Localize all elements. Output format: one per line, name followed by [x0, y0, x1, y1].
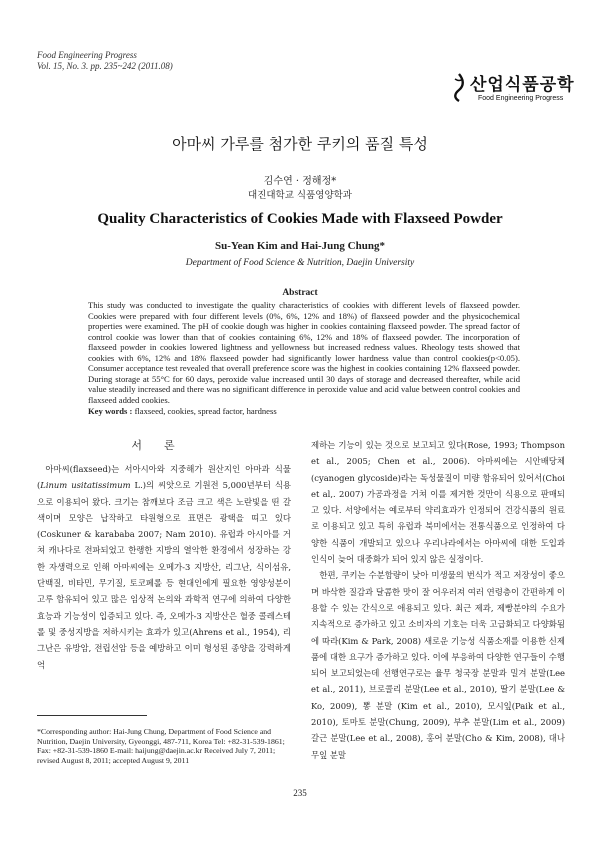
- title-english: Quality Characteristics of Cookies Made with Flaxseed Powder: [97, 211, 503, 227]
- logo-subtitle: Food Engineering Progress: [478, 95, 564, 102]
- journal-header: [37, 50, 173, 72]
- logo-mark-icon: [452, 72, 466, 102]
- body-left-column: [37, 461, 291, 673]
- logo-title: 산업식품공학: [470, 75, 575, 95]
- journal-name: Food Engineering Progress: [37, 50, 137, 60]
- body-right-paragraph-2: 한편, 쿠키는 수분함량이 낮아 미생물의 번식가 적고 저장성이 좋으며 바삭한 질감과 달콤한 맛이 잘 어우러져 여러 연령층이 간편하게 이용할 수 있는 간식으로 애용되고 있다. 최근 제과, 제빵분야의 수요가 지속적으로 증가하고 있고 소비자의 기호는 더욱 고급화되고 다양화됨에 따라(Kim & Park, 2008) 새로운 기능성 식품소재를 이용한 신제품에 대한 요구가 증가하고 있다. 이에 부응하여 다양한 연구들이 수행되어 보고되었는데 선행연구로는 율무 청국장 분말과 밀겨 분말(Lee et al., 2011), 브로콜리 분말(Lee et al., 2010), 딸기 분말(Lee & Ko, 2009), 뽕 분말 (Kim et al., 2010), 모시잎(Paik et al., 2010), 토마토 분말(Chung, 2009), 부추 분말(Lim et al., 2009) 갈근 분말(Lee et al., 2008), 홍어 분말(Cho & Kim, 2008), 대나무잎 분말: [311, 570, 565, 760]
- body-right-column: [311, 437, 565, 763]
- body-left-part1: 아마씨(flaxseed)는 서아시아와 지중해가 원산지인 아마과 식물(: [37, 464, 291, 491]
- scientific-name: Linum usitatissimum: [40, 480, 131, 491]
- authors-english: Su-Yean Kim and Hai-Jung Chung*: [215, 240, 385, 252]
- keywords-label: Key words :: [88, 406, 133, 416]
- keywords-text: flaxseed, cookies, spread factor, hardness: [134, 406, 277, 416]
- affiliation-english: Department of Food Science & Nutrition, Daejin University: [185, 258, 415, 268]
- footnote-divider: [37, 715, 147, 716]
- page-number: 235: [293, 788, 307, 798]
- keywords: [88, 406, 520, 416]
- abstract-text: This study was conducted to investigate the quality characteristics of cookies with different levels of flaxseed powder. Cookies were prepared with four different levels (0%, 6%, 12% and 18%) of flaxseed powder and the physicochemical properties were examined. The pH of cookie dough was higher in cookies containing flaxseed powder. The spread factor of control cookie was lower than that of cookies containing 6%, 12% and 18% of flaxseed powder. The incorporation of flaxseed powder in cookies lowered lightness and yellowness but increased redness values. Rheology tests showed that cookies with 6%, 12% and 18% flaxseed powder had significantly lower hardness value than control cookies(p<0.05). Consumer acceptance test revealed that overall preference score was the highest in cookies containing 12% flaxseed powder. During storage at 55°C for 60 days, peroxide value increased until 30 days of storage and decreased thereafter, while acid value steadily increased and there was no significant difference in peroxide value and acid value between control cookies and flaxseed added cookies.: [88, 300, 520, 405]
- title-korean: 아마씨 가루를 첨가한 쿠키의 품질 특성: [172, 135, 428, 153]
- authors-korean: 김수연 · 정해정*: [263, 176, 337, 187]
- journal-logo: [452, 70, 575, 110]
- affiliation-korean: 대진대학교 식품영양학과: [248, 190, 352, 201]
- corresponding-author-footnote: *Corresponding author: Hai-Jung Chung, Department of Food Science and Nutrition, Daejin University, Gyeonggi, 487-711, Korea Tel: +82-31-539-1861; Fax: +82-31-539-1860 E-mail: haijung@daejin.ac.kr Received July 7, 2011; revised August 8, 2011; accepted August 9, 2011: [37, 727, 285, 765]
- section-heading-introduction: 서론: [131, 439, 197, 452]
- body-right-paragraph-1: 제하는 기능이 있는 것으로 보고되고 있다(Rose, 1993; Thompson et al., 2005; Chen et al., 2006). 아마씨에는 시안배당체(cyanogen glycoside)라는 독성물질이 미량 함유되어 있어서(Choi et al,. 2007) 가공과정을 거쳐 이를 제거한 것만이 식용으로 판매되고 있다. 서양에서는 예로부터 약리효과가 인정되어 건강식품의 원료로 이용되고 있고 특히 유럽과 북미에서는 전통식품으로 인정하여 다양한 식품이 개발되고 있으나 우리나라에서는 아마씨에 대한 도입과 인식이 늦어 대중화가 되어 있지 않은 실정이다.: [311, 440, 565, 565]
- abstract-heading: Abstract: [282, 288, 318, 298]
- journal-volume: Vol. 15, No. 3. pp. 235~242 (2011.08): [37, 61, 173, 71]
- body-left-part2: L.)의 씨앗으로 기원전 5,000년부터 식용으로 이용되어 왔다. 크기는 참깨보다 조금 크고 색은 노란빛을 띤 갈색이며 모양은 납작하고 타원형으로 표면은 광택을 띠고 있다(Coskuner & karababa 2007; Nam 2010). 유럽과 아시아를 거쳐 캐나다로 전파되었고 한랭한 지방의 열악한 환경에서 성장하는 강한 자생력으로 인해 아마씨에는 오메가-3 지방산, 리그난, 식이섬유, 단백질, 비타민, 무기질, 토코페롤 등 현대인에게 필요한 영양성분이 고루 함유되어 있고 많은 임상적 논의와 과학적 연구에 의하여 다양한 효능과 기능성이 입증되고 있다. 즉, 오메가-3 지방산은 혈중 콜레스테롤 및 중성지방을 저하시키는 효과가 있고(Ahrens et al., 1954), 리그난은 유방암, 전립선암 등을 예방하고 이미 형성된 종양을 강력하게 억: [37, 480, 291, 670]
